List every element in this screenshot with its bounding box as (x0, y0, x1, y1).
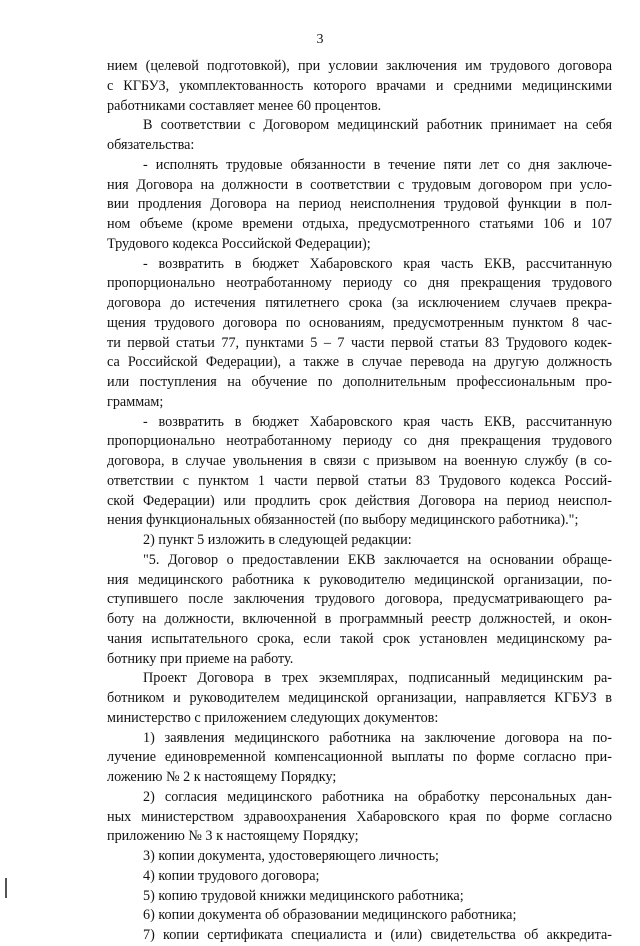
text-line: 3) копии документа, удостоверяющего личность; (143, 848, 439, 864)
text-line: В соответствии с Договором медицинский работник принимает на себя (143, 117, 612, 134)
text-line: са Российской Федерации), а также в случае перевода на другую должность (107, 354, 612, 371)
text-line: договора, в случае увольнения в связи с призывом на военную службу (в со- (107, 453, 612, 469)
text-line: боту на должности, включенной в программный реестр должностей, и окон- (107, 611, 612, 627)
text-line: ботником и руководителем медицинской организации, направляется КГБУЗ в (107, 690, 612, 706)
text-line: 6) копии документа об образовании медицинского работника; (143, 907, 517, 924)
text-line: - возвратить в бюджет Хабаровского края часть ЕКВ, рассчитанную (143, 255, 612, 272)
text-line: щения трудового договора по основаниям, предусмотренным пунктом 8 час- (107, 314, 612, 331)
text-line: 2) пункт 5 изложить в следующей редакции: (143, 532, 412, 548)
text-line: - исполнять трудовые обязанности в течение пяти лет со дня заключе- (143, 156, 612, 173)
text-line: министерство с приложением следующих документов: (107, 709, 439, 726)
text-line: вии продления Договора на период неисполнения трудовой функции в пол- (107, 196, 612, 213)
text-line: ступившего после заключения трудового договора, предусматривающего ра- (107, 591, 612, 608)
text-line: ном объеме (кроме времени отдыха, предусмотренного статьями 106 и 107 (107, 216, 612, 232)
text-line: 7) копии сертификата специалиста и (или) свидетельства об аккредита- (143, 927, 612, 943)
scan-edge-mark (5, 878, 7, 898)
text-line: Трудового кодекса Российской Федерации); (107, 235, 371, 252)
text-line: Проект Договора в трех экземплярах, подписанный медицинским ра- (143, 670, 612, 687)
text-line: ния медицинского работника к руководителю медицинской организации, по- (107, 571, 612, 588)
text-line: приложению № 3 к настоящему Порядку; (107, 828, 359, 845)
text-line: ботнику при приеме на работу. (107, 650, 294, 667)
text-line: ных министерством здравоохранения Хабаровского края по форме согласно (107, 808, 612, 825)
text-line: нием (целевой подготовкой), при условии заключения им трудового договора (107, 58, 612, 74)
text-line: 1) заявления медицинского работника на заключение договора на по- (143, 729, 612, 746)
text-line: ской Федерации) или продлить срок действия Договора на период неиспол- (107, 492, 612, 509)
text-line: с КГБУЗ, укомплектованность которого врачами и средними медицинскими (107, 77, 612, 94)
text-line: 4) копии трудового договора; (143, 867, 320, 884)
text-line: 5) копию трудовой книжки медицинского работника; (143, 887, 464, 904)
text-line: пропорционально неотработанному периоду со дня прекращения трудового (107, 433, 612, 450)
text-line: или поступления на обучение по дополнительным профессиональным про- (107, 374, 612, 390)
text-line: пропорционально неотработанному периоду со дня прекращения трудового (107, 275, 612, 292)
text-line: 2) согласия медицинского работника на обработку персональных дан- (143, 788, 612, 805)
text-line: ния Договора на должности в соответствии с трудовым договором при усло- (107, 176, 612, 193)
text-line: лучение единовременной компенсационной выплаты по форме согласно при- (107, 749, 612, 766)
text-line: граммам; (107, 393, 164, 410)
text-line: "5. Договор о предоставлении ЕКВ заключается на основании обраще- (143, 551, 612, 568)
text-line: ти первой статьи 77, пунктами 5 – 7 части первой статьи 83 Трудового кодек- (107, 334, 612, 351)
text-line: - возвратить в бюджет Хабаровского края часть ЕКВ, рассчитанную (143, 413, 612, 430)
document-body (107, 57, 612, 946)
page-number: 3 (316, 32, 324, 47)
text-line: обязательства: (107, 137, 195, 153)
text-line: нения функциональных обязанностей (по выбору медицинского работника)."; (107, 512, 579, 529)
text-line: ложению № 2 к настоящему Порядку; (107, 769, 337, 785)
text-line: работниками составляет менее 60 процентов. (107, 97, 382, 114)
text-line: чания испытательного срока, если такой срок установлен медицинскому ра- (107, 630, 612, 647)
text-line: договора до истечения пятилетнего срока (за исключением случаев прекра- (107, 295, 612, 311)
text-line: ответствии с пунктом 1 части первой статьи 83 Трудового кодекса Россий- (107, 472, 612, 489)
